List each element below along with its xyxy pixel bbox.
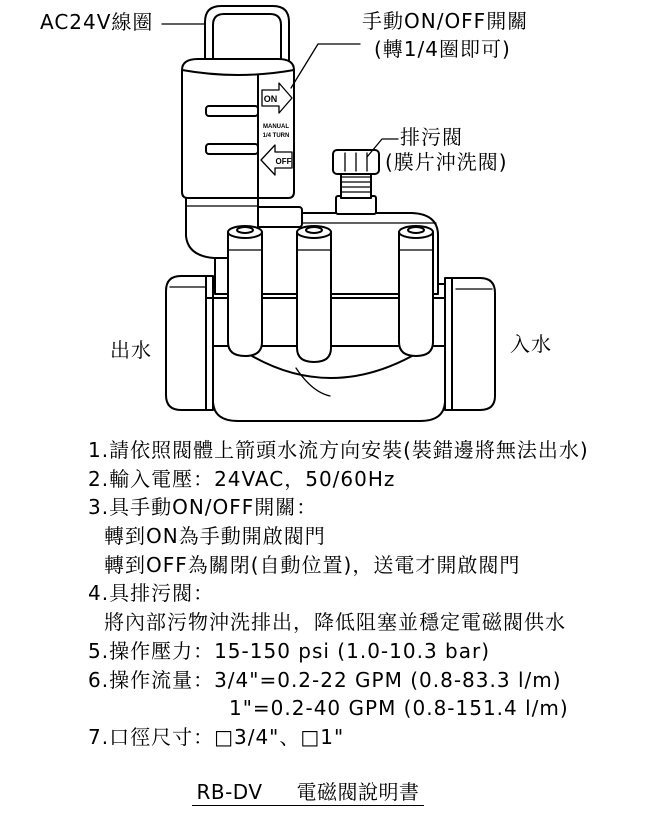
instruction-5: 5.操作壓力：15-150 psi (1.0-10.3 bar): [88, 638, 490, 663]
bolt: [399, 226, 433, 356]
on-label: ON: [263, 94, 278, 104]
manual-switch-note: (轉1/4圈即可): [374, 37, 511, 61]
bleed-valve-label: 排污閥: [400, 125, 463, 149]
instruction-2: 2.輸入電壓：24VAC，50/60Hz: [88, 466, 396, 491]
bolt-head: [237, 227, 253, 233]
bolt-head: [408, 227, 424, 233]
instruction-6: 6.操作流量：3/4"=0.2-22 GPM (0.8-83.3 l/m): [88, 667, 562, 692]
quarter-turn-label: 1/4 TURN: [262, 133, 290, 139]
instruction-3: 3.具手動ON/OFF開關：: [88, 495, 318, 520]
manual-switch-leader-line: [291, 44, 360, 88]
manual-label: MANUAL: [263, 124, 289, 130]
bonnet-step: [256, 207, 302, 227]
coil-label: AC24V線圈: [40, 10, 154, 34]
instruction-6-detail: 1"=0.2-40 GPM (0.8-151.4 l/m): [229, 696, 569, 721]
instruction-3-detail: 轉到ON為手動開啟閥門: [104, 524, 326, 549]
coil-wire: [205, 6, 289, 64]
model-number: RB-DV: [196, 780, 263, 804]
bolt-head: [306, 227, 322, 233]
bolt-shaft: [297, 232, 331, 362]
instruction-3-detail: 轉到OFF為關閉(自動位置)，送電才開啟閥門: [104, 552, 521, 577]
manual-switch-label: 手動ON/OFF開關: [362, 9, 529, 33]
off-label: OFF: [275, 157, 292, 166]
coil-slot: [206, 144, 258, 154]
instruction-1: 1.請依照閥體上箭頭水流方向安裝(裝錯邊將無法出水): [88, 438, 589, 462]
bleed-valve-stem: [341, 172, 371, 198]
coil-wire-inner: [213, 14, 281, 64]
inlet-label: 入水: [510, 332, 552, 356]
instruction-7: 7.口徑尺寸：□3/4"、□1": [88, 724, 345, 749]
outlet-label: 出水: [110, 338, 152, 362]
bolt: [228, 226, 262, 356]
bleed-valve: [333, 150, 379, 214]
instruction-4-detail: 將內部污物沖洗排出，降低阻塞並穩定電磁閥供水: [104, 610, 566, 635]
manual-switch: [261, 83, 292, 175]
bolt: [297, 226, 331, 362]
coil-slot: [206, 106, 258, 116]
bleed-valve-note: (膜片沖洗閥): [385, 150, 508, 174]
manual-title: 電磁閥說明書: [296, 780, 420, 804]
document-title: [192, 779, 424, 806]
instruction-list: [88, 436, 589, 752]
instruction-4: 4.具排污閥：: [88, 581, 215, 606]
